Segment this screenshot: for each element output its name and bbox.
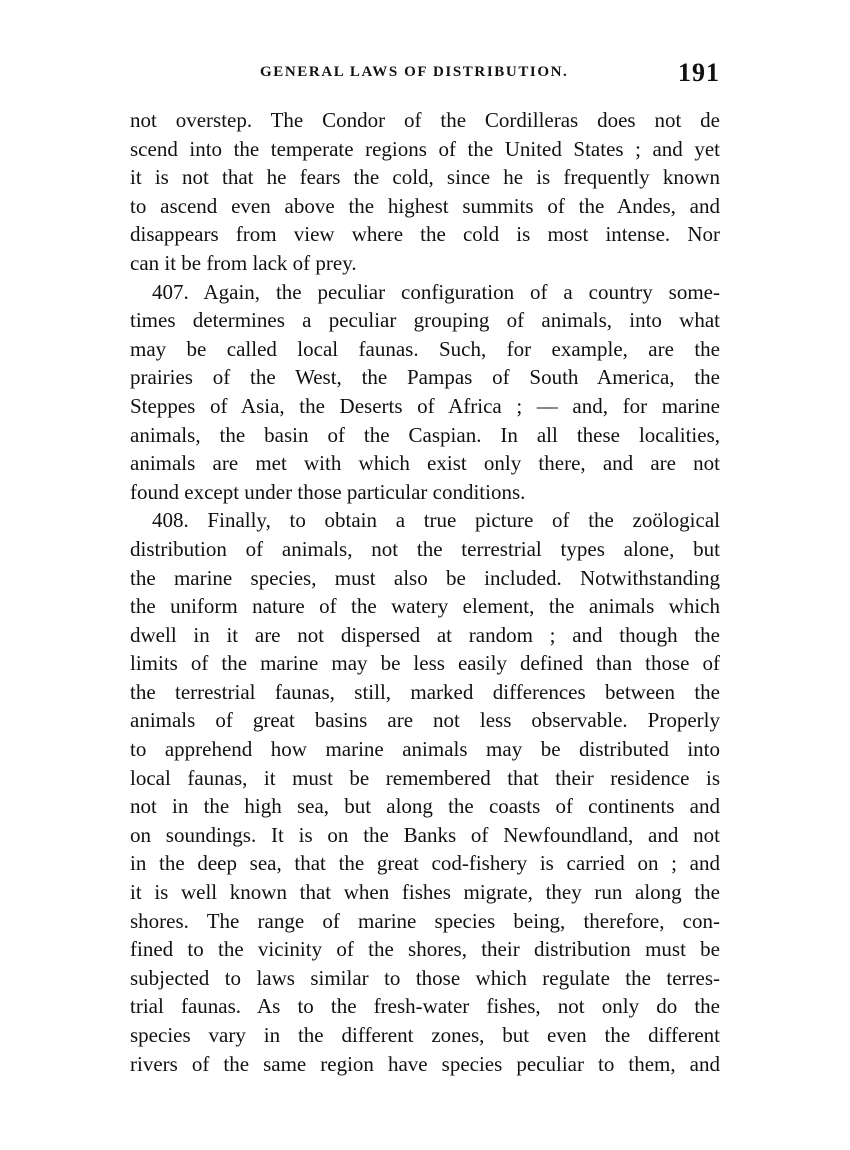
text-line: to ascend even above the highest summits of the Andes, and [130,193,720,218]
text-line: not overstep. The Condor of the Cordilleras does not de [130,108,720,132]
text-line: found except under those particular conditions. [130,479,526,504]
text-line: animals, the basin of the Caspian. In all these localities, [130,422,720,447]
text-line: the uniform nature of the watery element, the animals which [130,594,720,619]
text-line: disappears from view where the cold is most intense. Nor [130,222,720,247]
text-line: prairies of the West, the Pampas of South America, the [130,365,720,390]
text-line: Steppes of Asia, the Deserts of Africa ; — and, for marine [130,393,720,418]
text-line: local faunas, it must be remembered that their residence is [130,765,720,790]
body-text [130,106,720,1078]
text-line: animals of great basins are not less observable. Properly [130,708,720,733]
text-line: the terrestrial faunas, still, marked differences between the [130,679,720,704]
text-line: rivers of the same region have species peculiar to them, and [130,1051,720,1076]
text-line: to apprehend how marine animals may be distributed into [130,737,720,762]
text-line: it is well known that when fishes migrate, they run along the [130,880,720,905]
text-line: species vary in the different zones, but even the different [130,1023,720,1047]
running-title: GENERAL LAWS OF DISTRIBUTION. [260,64,569,80]
text-line: can it be from lack of prey. [130,250,357,275]
text-line: scend into the temperate regions of the United States ; and yet [130,136,720,161]
text-line: not in the high sea, but along the coasts of continents and [130,794,720,819]
page-number: 191 [678,58,720,87]
text-line: fined to the vicinity of the shores, their distribution must be [130,937,720,962]
text-line: distribution of animals, not the terrestrial types alone, but [130,536,720,561]
running-head [130,58,720,88]
text-line: dwell in it are not dispersed at random ; and though the [130,622,720,647]
text-line: subjected to laws similar to those which regulate the terres- [130,965,720,990]
text-line: on soundings. It is on the Banks of Newfoundland, and not [130,822,720,847]
text-line: shores. The range of marine species being, therefore, con- [130,908,720,933]
text-line: trial faunas. As to the fresh-water fishes, not only do the [130,994,720,1019]
text-line: it is not that he fears the cold, since he is frequently known [130,165,720,190]
text-line: animals are met with which exist only there, and are not [130,451,720,476]
paragraph-408-start: 408. Finally, to obtain a true picture of the zoölogical [152,508,720,533]
text-line: in the deep sea, that the great cod-fishery is carried on ; and [130,851,720,876]
text-line: may be called local faunas. Such, for example, are the [130,336,720,361]
text-line: times determines a peculiar grouping of animals, into what [130,308,720,333]
paragraph-407-start: 407. Again, the peculiar configuration of a country some- [152,279,720,304]
text-line: the marine species, must also be included. Notwithstanding [130,565,720,590]
text-line: limits of the marine may be less easily defined than those of [130,651,720,676]
